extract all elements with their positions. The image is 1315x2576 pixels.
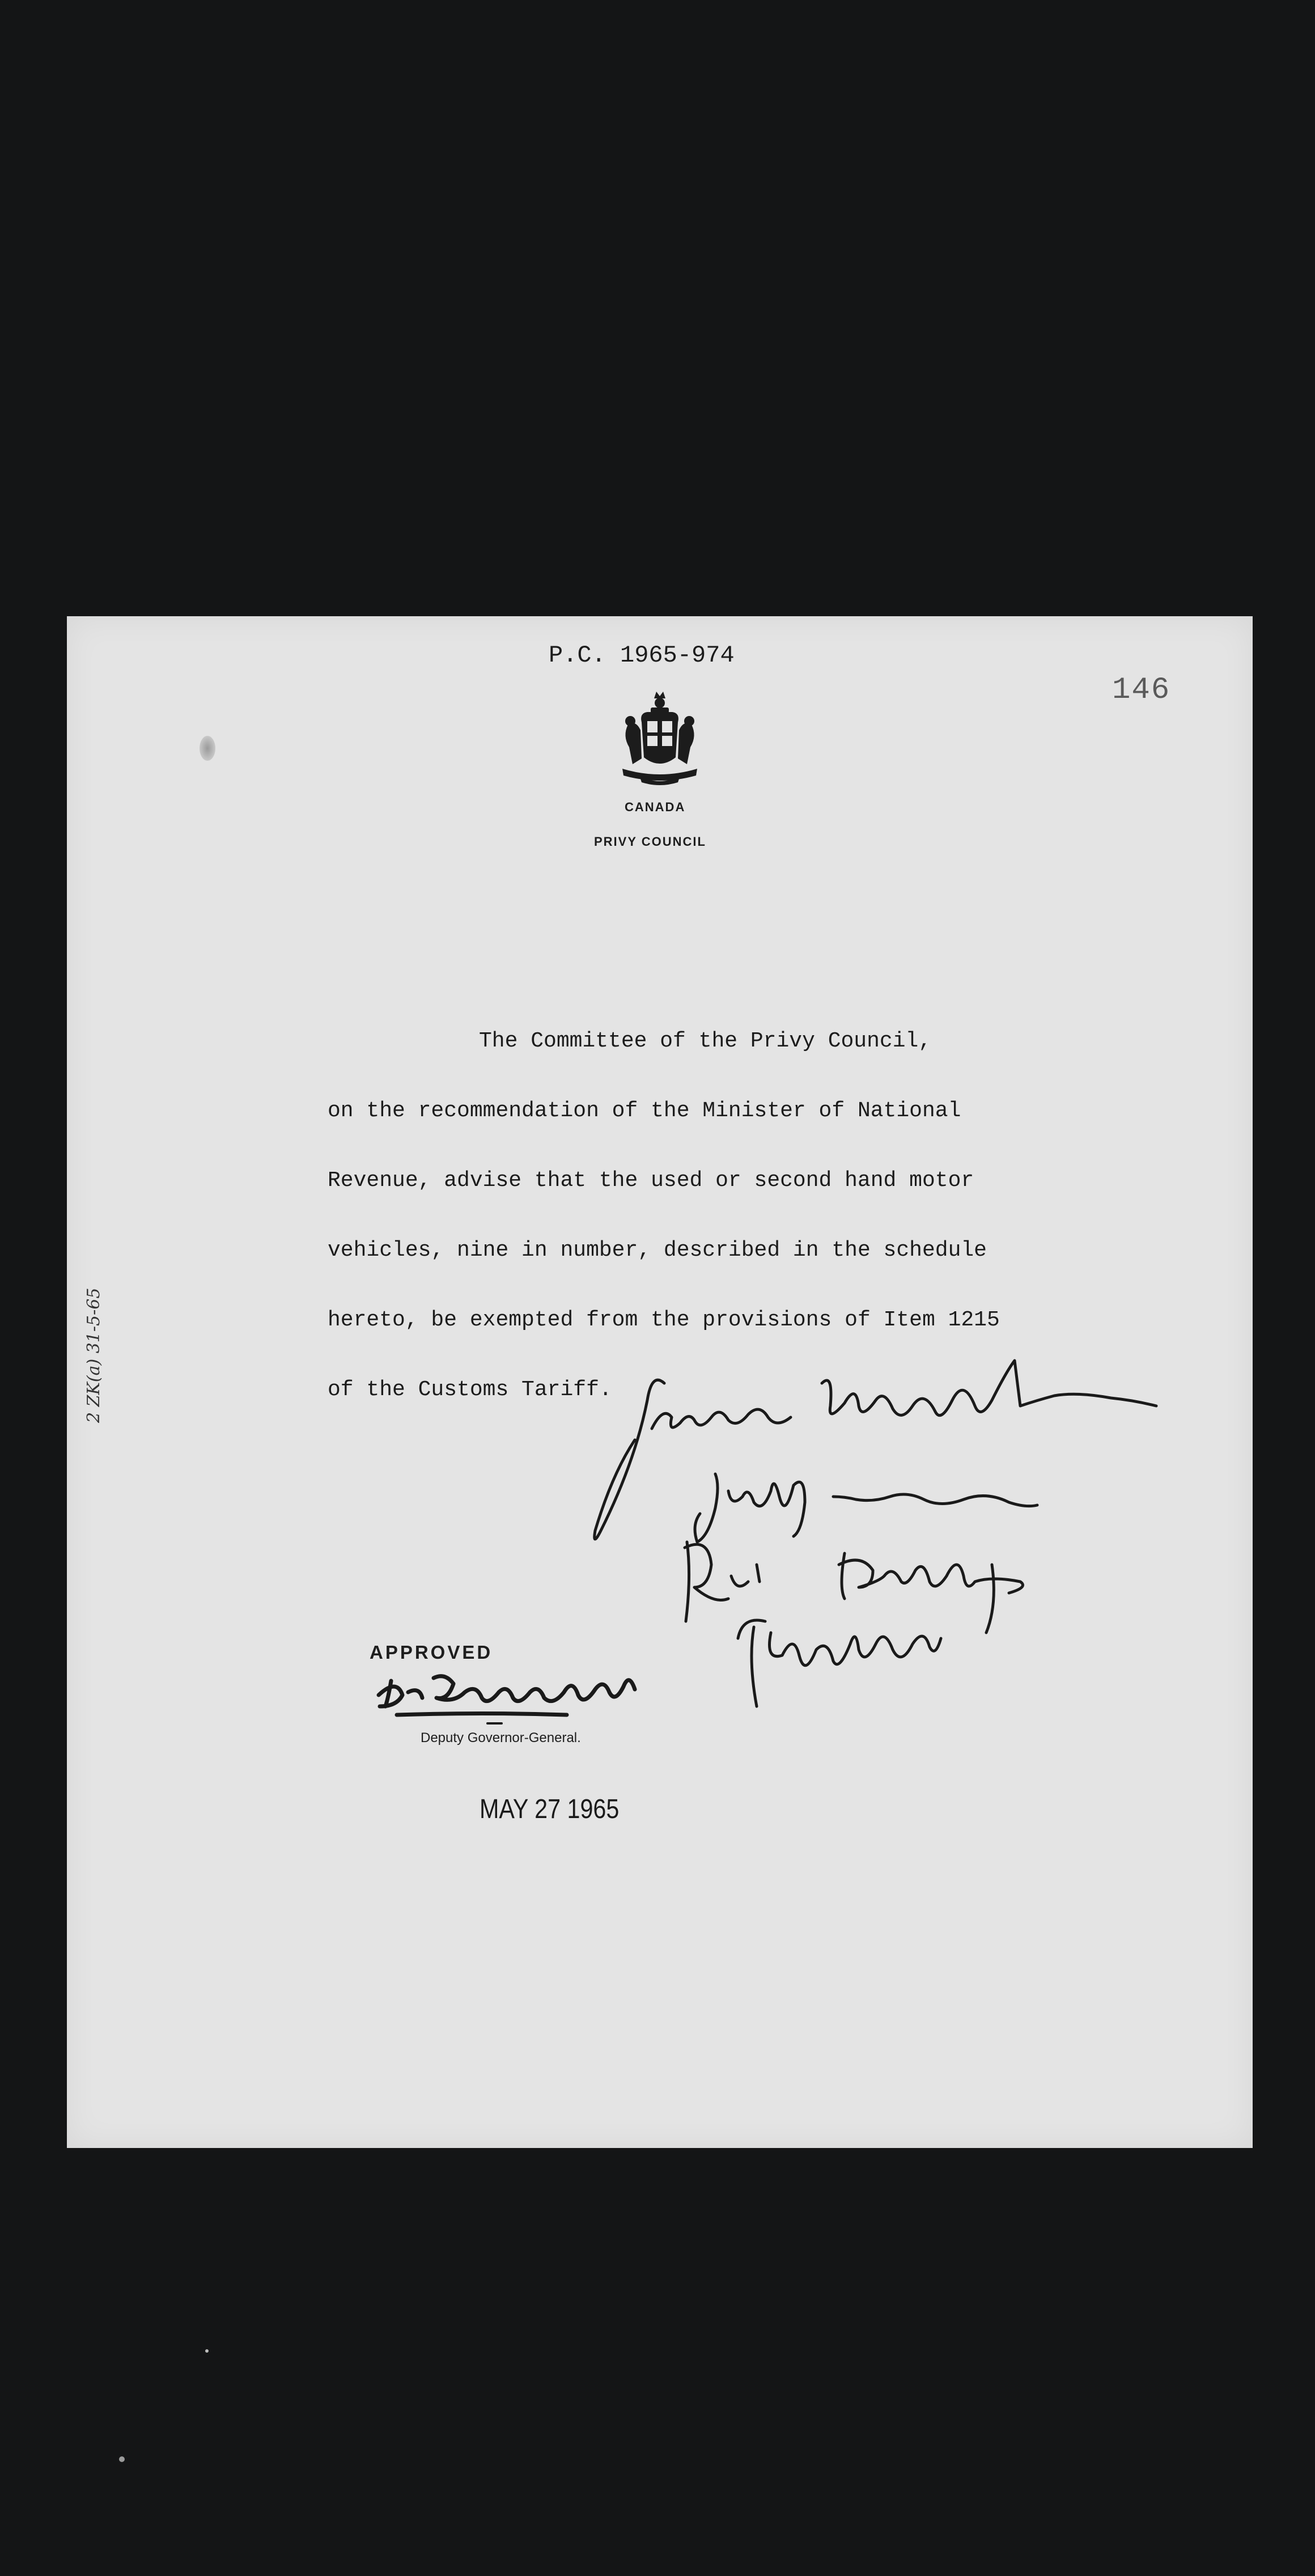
approved-label: APPROVED (370, 1642, 493, 1663)
letterhead-country: CANADA (625, 800, 686, 814)
scan-speck (205, 2349, 209, 2353)
date-stamp: MAY 27 1965 (480, 1794, 620, 1824)
coat-of-arms-icon (617, 690, 703, 787)
margin-annotation: 2 ZK(a) 31-5-65 (84, 1287, 104, 1423)
order-number: P.C. 1965-974 (549, 642, 735, 669)
punch-hole (200, 736, 215, 761)
body-line: hereto, be exempted from the provisions of Item 1215 (328, 1308, 1000, 1332)
body-line: The Committee of the Privy Council, (479, 1029, 932, 1053)
body-line: vehicles, nine in number, described in the schedule (328, 1238, 987, 1262)
letterhead-office: PRIVY COUNCIL (594, 834, 706, 849)
body-line: Revenue, advise that the used or second hand motor (328, 1168, 974, 1193)
signer-title: Deputy Governor-General. (421, 1730, 581, 1745)
body-line: of the Customs Tariff. (328, 1378, 612, 1402)
body-line: on the recommendation of the Minister of National (328, 1099, 961, 1123)
page-number: 146 (1112, 673, 1171, 707)
scan-speck (119, 2456, 125, 2462)
